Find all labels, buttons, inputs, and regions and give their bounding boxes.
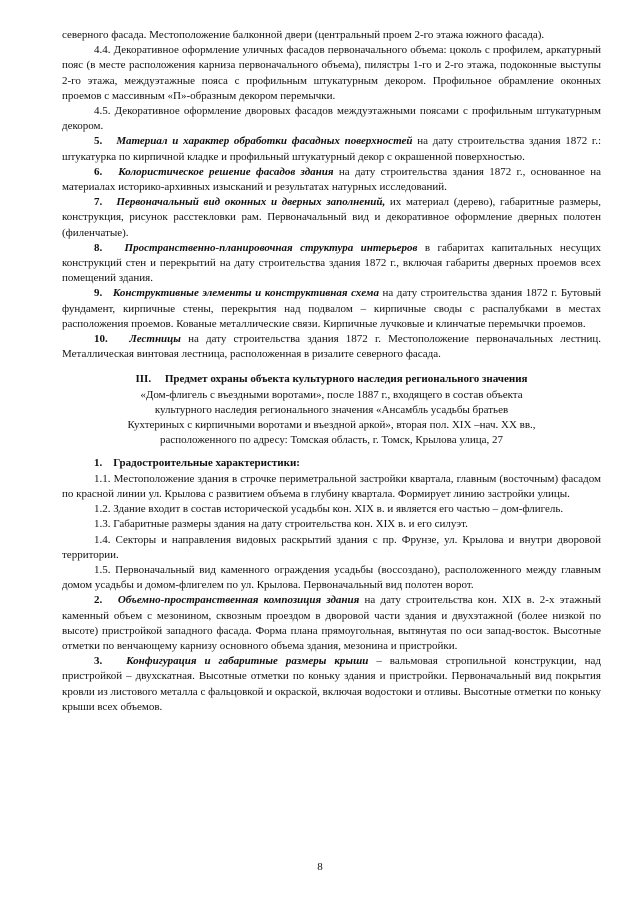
item-title: Пространственно-планировочная структура интерьеров (124, 241, 418, 254)
numbered-item (62, 286, 601, 332)
item-text: на дату строительства здания 1872 г. Бутовый фундамент, кирпичные стены, перекрытия над подвалом – кирпичные своды с распалубками в местах расположения проемов. Кованые металлические связи. Кирпичные лучковые и клинчатые перемычки проемов. (62, 287, 602, 330)
item-title: Конструктивные элементы и конструктивная схема (112, 287, 379, 300)
subsection-heading (62, 456, 601, 471)
section-roman: III. (135, 373, 152, 386)
section-subtitle-line: расположенного по адресу: Томская область, г. Томск, Крылова улица, 27 (160, 434, 503, 447)
numbered-item (62, 241, 601, 287)
item-number: 9. (94, 287, 103, 300)
item-title: Лестницы (129, 333, 181, 346)
paragraph: 1.4. Секторы и направления видовых раскрытий здания с пр. Фрунзе, ул. Крылова и внутри дворовой территории. (62, 533, 601, 561)
subsection-number: 1. (94, 457, 103, 470)
paragraph: 1.2. Здание входит в состав исторической усадьбы кон. XIX в. и является его частью – дом-флигель. (94, 503, 564, 516)
item-title: Колористическое решение фасадов здания (118, 165, 334, 178)
section-subtitle-line: «Дом-флигель с въездными воротами», после 1887 г., входящего в состав объекта (140, 388, 523, 401)
item-number: 6. (94, 165, 103, 178)
item-number: 3. (94, 655, 103, 668)
paragraph: 4.5. Декоративное оформление дворовых фасадов междуэтажными поясами с профильным штукатурным декором. (62, 105, 601, 133)
paragraph: 4.4. Декоративное оформление уличных фасадов первоначального объема: цоколь с профилем, аркатурный пояс (в месте расположения карниза первоначального объема), пилястры 1-го и 2-го этажа, подоконные выступы 2-го этажа, междуэтажные пояса с профильным штукатурным декором. Профильное обрамление оконных проемов с массивным «П»-образным декором перемычки. (62, 44, 601, 102)
item-number: 2. (94, 594, 103, 607)
item-title: Конфигурация и габаритные размеры крыши (126, 655, 369, 668)
section-subtitle-line: Кухтериных с кирпичными воротами и въездной аркой», вторая пол. XIX –нач. XX вв., (127, 419, 536, 432)
item-number: 5. (94, 135, 103, 148)
item-text: на дату строительства здания 1872 г.: штукатурка по кирпичной кладке и профильный штукатурный декор с окрашенной поверхностью. (62, 135, 602, 163)
item-text: в габаритах капитальных несущих конструкций стен и перекрытий на дату строительства здания 1872 г., включая габариты дверных проемов всех помещений здания. (62, 241, 602, 285)
numbered-item (62, 593, 601, 654)
item-number: 10. (94, 333, 108, 346)
item-title: Первоначальный вид оконных и дверных заполнений, (116, 196, 386, 209)
numbered-item (62, 165, 601, 195)
item-text: – вальмовая стропильной конструкции, над пристройкой – двухскатная. Высотные отметки по коньку здания и пристройки. Первоначальный вид покрытия кровли из листового металла с фальцовкой и окраской, включая водостоки и отливы. Высотные отметки по коньку крыши всех объемов. (62, 655, 602, 713)
subsection-title: Градостроительные характеристики: (113, 457, 300, 470)
text-column (62, 28, 601, 715)
paragraph: 1.5. Первоначальный вид каменного ограждения усадьбы (воссоздано), расположенного между главным домом усадьбы и домом-флигелем по ул. Крылова. Первоначальный вид полотен ворот. (62, 563, 601, 592)
item-title: Материал и характер обработки фасадных поверхностей (116, 135, 413, 148)
item-title: Объемно-пространственная композиция здания (117, 594, 360, 607)
section-title: Предмет охраны объекта культурного наследия регионального значения (164, 373, 528, 386)
item-text: на дату строительства кон. XIX в. 2-х этажный каменный объем с мезонином, сквозным проездом в дворовой части здания и двухэтажной (более низкой по высоте) пристройкой западного фасада. Форма плана прямоугольная, вытянутая по оси запад-восток. Высотные отметки по венчающему карнизу основного объема здания, мезонина и пристройки. (62, 594, 601, 652)
item-text: на дату строительства здания 1872 г., основанное на материалах историко-архивных изысканий и результатах натурных исследований. (62, 165, 601, 194)
paragraph: 1.3. Габаритные размеры здания на дату строительства кон. XIX в. и его силуэт. (94, 518, 468, 531)
paragraph: 1.1. Местоположение здания в строчке периметральной застройки квартала, главным (восточным) фасадом по красной линии ул. Крылова с развитием объема в глубину квартала. Формирует линию застройки улицы. (62, 472, 601, 500)
item-number: 8. (94, 241, 103, 254)
paragraph: северного фасада. Местоположение балконной двери (центральный проем 2-го этажа южного фасада). (62, 29, 545, 41)
section-subtitle-line: культурного наследия регионального значения «Ансамбль усадьбы братьев (154, 403, 509, 416)
item-number: 7. (94, 196, 103, 209)
item-text: на дату строительства здания 1872 г. Местоположение первоначальных лестниц. Металлическая винтовая лестница, расположенная в ризалите северного фасада. (62, 333, 601, 361)
numbered-item (62, 654, 601, 715)
page-number: 8 (317, 861, 323, 873)
item-text: их материал (дерево), габаритные размеры, конструкция, рисунок расстекловки рам. Первоначальный вид и декоративное оформление дверных полотен (филенчатые). (62, 196, 601, 239)
numbered-item (62, 332, 601, 362)
section-heading (62, 372, 601, 448)
section-title-line (62, 372, 601, 387)
numbered-item (62, 134, 601, 164)
numbered-item (62, 195, 601, 241)
